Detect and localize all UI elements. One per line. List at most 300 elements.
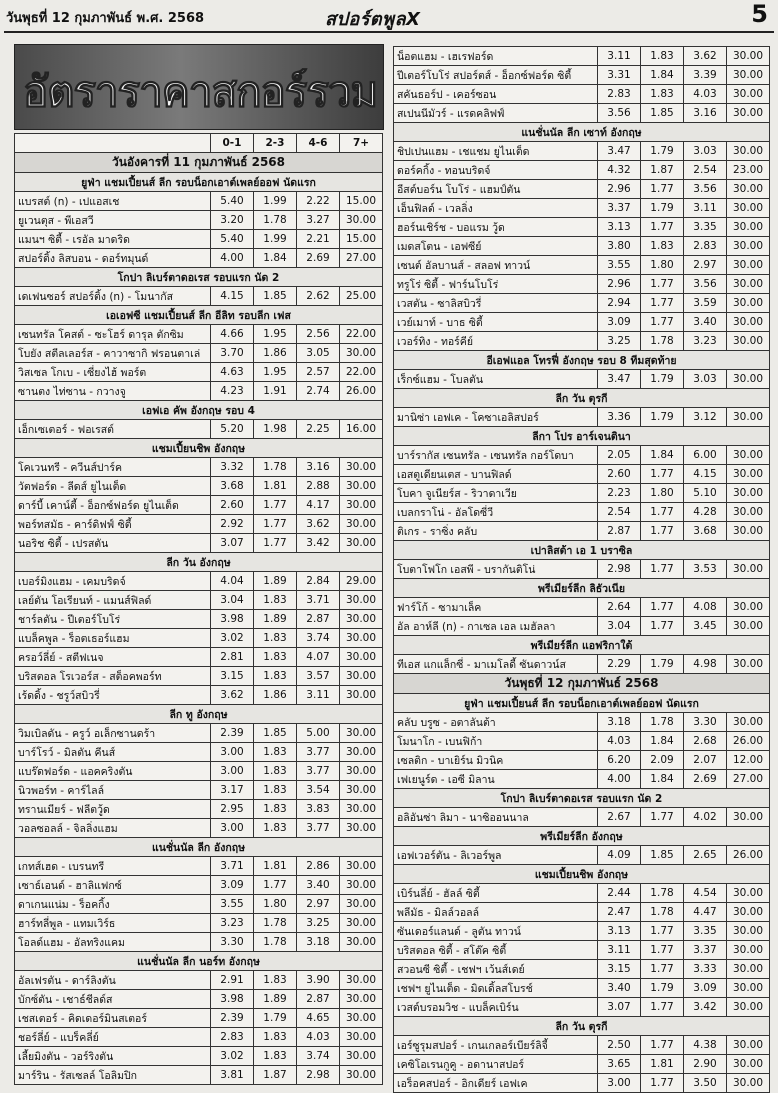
odds-value: 3.55 (211, 895, 254, 914)
match-row (394, 465, 770, 484)
match-row (15, 1028, 383, 1047)
match-row (394, 161, 770, 180)
match-name: เลย์ตัน โอเรียนท์ - แมนส์ฟิลด์ (15, 591, 211, 610)
odds-value: 1.77 (641, 275, 684, 294)
odds-value: 3.47 (598, 142, 641, 161)
odds-value: 30.00 (340, 629, 383, 648)
match-row (15, 819, 383, 838)
odds-value: 2.21 (297, 230, 340, 249)
odds-value: 30.00 (340, 496, 383, 515)
match-row (15, 249, 383, 268)
odds-value: 1.77 (641, 941, 684, 960)
odds-value: 4.63 (211, 363, 254, 382)
odds-value: 2.69 (684, 770, 727, 789)
odds-value: 1.77 (641, 1036, 684, 1055)
odds-value: 1.78 (254, 211, 297, 230)
odds-value: 3.07 (598, 998, 641, 1017)
match-name: นอริช ซิตี้ - เปรสตัน (15, 534, 211, 553)
odds-value: 30.00 (340, 800, 383, 819)
match-row (15, 1066, 383, 1085)
odds-value: 2.87 (598, 522, 641, 541)
match-name: เลี้ยมิงตัน - วอร์ริงตัน (15, 1047, 211, 1066)
odds-value: 30.00 (340, 819, 383, 838)
odds-value: 30.00 (340, 914, 383, 933)
match-row (394, 522, 770, 541)
odds-value: 1.89 (254, 610, 297, 629)
odds-table-right (393, 46, 770, 1093)
odds-value: 2.44 (598, 884, 641, 903)
match-row (394, 275, 770, 294)
odds-value: 30.00 (340, 743, 383, 762)
match-row (15, 477, 383, 496)
page-header (0, 0, 778, 30)
match-row (394, 713, 770, 732)
date-heading: วันพุธที่ 12 กุมภาพันธ์ 2568 (394, 674, 770, 694)
odds-value: 1.78 (641, 713, 684, 732)
match-name: ติเกร - ราซิ่ง คลับ (394, 522, 598, 541)
match-row (394, 408, 770, 427)
odds-value: 3.30 (684, 713, 727, 732)
league-heading: อีเอฟแอล โทรฟี่ อังกฤษ รอบ 8 ทีมสุดท้าย (394, 351, 770, 370)
odds-value: 3.40 (598, 979, 641, 998)
league-heading: แชมเปี้ยนชิพ อังกฤษ (15, 439, 383, 458)
odds-value: 4.00 (598, 770, 641, 789)
odds-value: 2.64 (598, 598, 641, 617)
odds-value: 4.03 (684, 85, 727, 104)
match-row (15, 743, 383, 762)
odds-value: 5.40 (211, 192, 254, 211)
odds-value: 1.77 (641, 180, 684, 199)
odds-value: 30.00 (727, 408, 770, 427)
odds-value: 3.02 (211, 1047, 254, 1066)
match-row (394, 808, 770, 827)
odds-value: 3.27 (297, 211, 340, 230)
match-row (15, 895, 383, 914)
odds-value: 2.67 (598, 808, 641, 827)
odds-value: 3.74 (297, 1047, 340, 1066)
odds-value: 2.62 (297, 287, 340, 306)
league-heading: ลีก ทู อังกฤษ (15, 705, 383, 724)
match-name: ฮาร์ทลี่พูล - แทมเวิร์ธ (15, 914, 211, 933)
match-name: ดาเกนแน่ม - ร็อคกิ้ง (15, 895, 211, 914)
match-row (394, 370, 770, 389)
odds-value: 3.16 (297, 458, 340, 477)
match-row (15, 325, 383, 344)
odds-value: 3.37 (598, 199, 641, 218)
odds-value: 30.00 (727, 713, 770, 732)
odds-value: 4.38 (684, 1036, 727, 1055)
league-heading-row (15, 838, 383, 857)
match-row (394, 484, 770, 503)
odds-value: 2.09 (641, 751, 684, 770)
odds-value: 23.00 (727, 161, 770, 180)
odds-value: 5.20 (211, 420, 254, 439)
odds-value: 30.00 (727, 1074, 770, 1093)
match-name: บาร์โรว์ - มิลตัน คีนส์ (15, 743, 211, 762)
match-name: แบร๊ดฟอร์ด - แอคคริงตัน (15, 762, 211, 781)
match-row (394, 941, 770, 960)
odds-value: 30.00 (727, 446, 770, 465)
odds-value: 3.25 (297, 914, 340, 933)
match-name: บริสตอล ซิตี้ - สโต๊ค ซิตี้ (394, 941, 598, 960)
odds-value: 1.85 (641, 104, 684, 123)
odds-value: 3.35 (684, 922, 727, 941)
match-row (394, 47, 770, 66)
league-heading-row (15, 401, 383, 420)
odds-value: 3.04 (598, 617, 641, 636)
match-name: อัล อาห์ลี (n) - กาเซล เอล เมฮัลลา (394, 617, 598, 636)
odds-value: 1.84 (641, 66, 684, 85)
odds-value: 1.99 (254, 192, 297, 211)
match-row (394, 903, 770, 922)
match-name: โบยัง สตีลเลอร์ส - คาวาซากิ ฟรอนตาเล่ (15, 344, 211, 363)
odds-value: 3.83 (297, 800, 340, 819)
odds-value: 30.00 (727, 465, 770, 484)
odds-value: 3.45 (684, 617, 727, 636)
odds-value: 2.25 (297, 420, 340, 439)
match-row (15, 990, 383, 1009)
match-name: วอลซอลล์ - จิลลิ่งแฮม (15, 819, 211, 838)
match-name: สเปนนีมัวร์ - แรดคลิฟฟ์ (394, 104, 598, 123)
match-name: เบิร์นลี่ย์ - ฮัลล์ ซิตี้ (394, 884, 598, 903)
odds-value: 1.77 (641, 522, 684, 541)
odds-value: 4.66 (211, 325, 254, 344)
odds-value: 1.77 (641, 218, 684, 237)
match-name: นิวพอร์ท - คาร์ไลล์ (15, 781, 211, 800)
odds-value: 2.69 (297, 249, 340, 268)
league-heading: ยูฟ่า แชมเปี้ยนส์ ลีก รอบน็อกเอาต์เพลย์ออฟ นัดแรก (15, 173, 383, 192)
odds-value: 2.83 (684, 237, 727, 256)
league-heading-row (394, 694, 770, 713)
odds-value: 2.56 (297, 325, 340, 344)
odds-value: 30.00 (340, 1047, 383, 1066)
match-row (394, 998, 770, 1017)
match-name: เอสตูเดียนเตส - บานฟิลด์ (394, 465, 598, 484)
odds-value: 1.83 (254, 1028, 297, 1047)
odds-value: 30.00 (340, 857, 383, 876)
odds-value: 1.81 (254, 477, 297, 496)
match-name: ดาร์บี้ เคาน์ตี้ - อ็อกซ์ฟอร์ด ยูไนเต็ด (15, 496, 211, 515)
match-name: เอร็อคสปอร์ - อิกเดียร์ เอฟเค (394, 1074, 598, 1093)
odds-value: 2.96 (598, 275, 641, 294)
match-row (394, 142, 770, 161)
odds-value: 30.00 (727, 85, 770, 104)
match-name: พอร์ทสมัธ - คาร์ดิฟฟ์ ซิตี้ (15, 515, 211, 534)
league-heading-row (394, 827, 770, 846)
league-heading: แชมเปี้ยนชิพ อังกฤษ (394, 865, 770, 884)
match-row (394, 751, 770, 770)
odds-value: 1.77 (254, 496, 297, 515)
column-header: 4-6 (297, 134, 340, 153)
league-heading-row (394, 579, 770, 598)
odds-value: 1.83 (254, 819, 297, 838)
odds-value: 3.77 (297, 743, 340, 762)
odds-value: 30.00 (340, 1066, 383, 1085)
odds-value: 4.04 (211, 572, 254, 591)
odds-value: 12.00 (727, 751, 770, 770)
match-name: ดอร์คกิ้ง - ทอนบริดจ์ (394, 161, 598, 180)
odds-value: 30.00 (727, 503, 770, 522)
match-row (15, 781, 383, 800)
odds-value: 27.00 (727, 770, 770, 789)
odds-value: 3.71 (211, 857, 254, 876)
odds-value: 3.77 (297, 819, 340, 838)
odds-value: 1.79 (641, 199, 684, 218)
match-name: สปอร์ติ้ง ลิสบอน - ดอร์ทมุนด์ (15, 249, 211, 268)
league-heading-row (394, 389, 770, 408)
match-row (394, 85, 770, 104)
odds-value: 4.28 (684, 503, 727, 522)
match-row (394, 237, 770, 256)
match-name: โคเวนทรี - ควีนส์ปาร์ค (15, 458, 211, 477)
odds-value: 3.00 (211, 743, 254, 762)
odds-value: 3.15 (211, 667, 254, 686)
odds-value: 1.77 (641, 617, 684, 636)
odds-value: 3.05 (297, 344, 340, 363)
odds-value: 1.79 (254, 1009, 297, 1028)
odds-value: 1.80 (641, 256, 684, 275)
league-heading: พรีเมียร์ลีก ลิธัวเนีย (394, 579, 770, 598)
league-heading-row (394, 123, 770, 142)
match-row (394, 218, 770, 237)
odds-value: 2.84 (297, 572, 340, 591)
odds-value: 1.77 (254, 534, 297, 553)
odds-value: 1.78 (254, 933, 297, 952)
match-row (15, 629, 383, 648)
odds-table-left (14, 133, 383, 1085)
match-row (394, 294, 770, 313)
match-name: ทีเอส แกแล็กซี่ - มาเมโลดี้ ซันดาวน์ส (394, 655, 598, 674)
match-name: โบตาโฟโก เอสพี - บรากันติโน่ (394, 560, 598, 579)
odds-value: 4.98 (684, 655, 727, 674)
odds-value: 3.30 (211, 933, 254, 952)
odds-value: 3.74 (297, 629, 340, 648)
odds-value: 3.50 (684, 1074, 727, 1093)
odds-value: 1.81 (254, 857, 297, 876)
odds-value: 3.37 (684, 941, 727, 960)
match-name: เดเฟนซอร์ สปอร์ติ้ง (n) - โมนากัส (15, 287, 211, 306)
odds-value: 30.00 (727, 560, 770, 579)
odds-value: 30.00 (727, 47, 770, 66)
odds-value: 30.00 (727, 979, 770, 998)
match-name: มานิซ่า เอฟเค - โคซาเอลิสปอร์ (394, 408, 598, 427)
match-row (15, 496, 383, 515)
odds-value: 1.83 (254, 648, 297, 667)
match-row (394, 922, 770, 941)
odds-value: 3.15 (598, 960, 641, 979)
odds-value: 3.68 (684, 522, 727, 541)
odds-value: 3.07 (211, 534, 254, 553)
odds-value: 3.68 (211, 477, 254, 496)
match-row (15, 667, 383, 686)
match-name: เอ็นฟิลด์ - เวลลิ่ง (394, 199, 598, 218)
odds-value: 4.17 (297, 496, 340, 515)
odds-value: 1.83 (641, 237, 684, 256)
odds-value: 2.60 (211, 496, 254, 515)
odds-value: 3.59 (684, 294, 727, 313)
match-name: พลีมัธ - มิลล์วอลล์ (394, 903, 598, 922)
odds-value: 2.92 (211, 515, 254, 534)
match-name: โมนาโก - เบนฟิก้า (394, 732, 598, 751)
odds-value: 30.00 (340, 477, 383, 496)
odds-value: 1.77 (641, 560, 684, 579)
league-heading-row (15, 705, 383, 724)
odds-value: 16.00 (340, 420, 383, 439)
odds-value: 30.00 (727, 1036, 770, 1055)
league-heading: พรีเมียร์ลีก อังกฤษ (394, 827, 770, 846)
odds-value: 3.00 (211, 762, 254, 781)
odds-value: 30.00 (340, 648, 383, 667)
odds-value: 4.08 (684, 598, 727, 617)
odds-value: 1.85 (641, 846, 684, 865)
league-heading-row (394, 351, 770, 370)
odds-value: 3.09 (598, 313, 641, 332)
odds-value: 3.16 (684, 104, 727, 123)
match-name: แมนฯ ซิตี้ - เรอัล มาดริด (15, 230, 211, 249)
match-name: โอลด์แฮม - อัลทริงแคม (15, 933, 211, 952)
league-heading-row (15, 173, 383, 192)
date-heading-row (15, 153, 383, 173)
odds-value: 2.47 (598, 903, 641, 922)
match-row (15, 857, 383, 876)
odds-value: 26.00 (727, 732, 770, 751)
odds-value: 30.00 (727, 998, 770, 1017)
odds-value: 30.00 (727, 484, 770, 503)
odds-value: 1.78 (641, 332, 684, 351)
column-header: 7+ (340, 134, 383, 153)
odds-value: 1.78 (641, 903, 684, 922)
match-name: ทรูโร่ ซิตี้ - ฟาร์นโบโร่ (394, 275, 598, 294)
match-row (394, 104, 770, 123)
odds-value: 30.00 (727, 808, 770, 827)
odds-value: 3.00 (211, 819, 254, 838)
odds-value: 1.79 (641, 370, 684, 389)
odds-value: 3.11 (684, 199, 727, 218)
odds-value: 1.77 (641, 313, 684, 332)
league-heading: แนชั่นนัล ลีก เซาท์ อังกฤษ (394, 123, 770, 142)
odds-value: 2.91 (211, 971, 254, 990)
odds-value: 1.77 (641, 808, 684, 827)
league-heading-row (394, 865, 770, 884)
odds-value: 1.98 (254, 420, 297, 439)
odds-value: 3.39 (684, 66, 727, 85)
odds-value: 1.77 (641, 922, 684, 941)
odds-value: 30.00 (727, 180, 770, 199)
match-name: ชิปเปนแฮม - เชแชม ยูไนเต็ด (394, 142, 598, 161)
odds-value: 1.77 (641, 503, 684, 522)
odds-value: 30.00 (340, 933, 383, 952)
match-row (15, 800, 383, 819)
match-row (15, 933, 383, 952)
odds-value: 1.83 (254, 667, 297, 686)
odds-value: 30.00 (340, 344, 383, 363)
match-row (15, 762, 383, 781)
league-heading: โกปา ลิเบร์ตาดอเรส รอบแรก นัด 2 (394, 789, 770, 808)
odds-value: 4.02 (684, 808, 727, 827)
match-name: ซันเดอร์แลนด์ - ลูตัน ทาวน์ (394, 922, 598, 941)
match-row (394, 503, 770, 522)
odds-value: 3.40 (297, 876, 340, 895)
odds-value: 2.90 (684, 1055, 727, 1074)
newspaper-logo: สปอร์ตพูลX (325, 9, 421, 30)
match-name: อัลเฟรตัน - ดาร์ลิงตัน (15, 971, 211, 990)
odds-value: 3.36 (598, 408, 641, 427)
odds-value: 3.02 (211, 629, 254, 648)
odds-value: 4.15 (684, 465, 727, 484)
match-row (394, 66, 770, 85)
odds-value: 30.00 (727, 142, 770, 161)
odds-value: 4.47 (684, 903, 727, 922)
odds-value: 2.65 (684, 846, 727, 865)
match-name: ยูเวนตุส - พีเอสวี (15, 211, 211, 230)
odds-value: 30.00 (340, 762, 383, 781)
odds-value: 3.62 (297, 515, 340, 534)
match-row (15, 610, 383, 629)
odds-value: 2.98 (297, 1066, 340, 1085)
odds-value: 30.00 (340, 515, 383, 534)
odds-value: 3.98 (211, 610, 254, 629)
odds-value: 1.77 (254, 876, 297, 895)
odds-value: 2.96 (598, 180, 641, 199)
odds-value: 1.77 (641, 960, 684, 979)
odds-value: 30.00 (727, 199, 770, 218)
odds-value: 3.18 (598, 713, 641, 732)
odds-value: 30.00 (727, 522, 770, 541)
issue-date: วันพุธที่ 12 กุมภาพันธ์ พ.ศ. 2568 (6, 11, 205, 26)
column-header-row (15, 134, 383, 153)
match-row (15, 192, 383, 211)
odds-value: 2.83 (598, 85, 641, 104)
odds-value: 3.65 (598, 1055, 641, 1074)
match-name: เอฟเวอร์ตัน - ลิเวอร์พูล (394, 846, 598, 865)
odds-value: 3.20 (211, 211, 254, 230)
match-row (15, 1047, 383, 1066)
odds-value: 2.39 (211, 1009, 254, 1028)
odds-value: 1.83 (254, 591, 297, 610)
odds-value: 3.09 (211, 876, 254, 895)
league-heading-row (394, 427, 770, 446)
odds-value: 3.90 (297, 971, 340, 990)
odds-value: 30.00 (340, 876, 383, 895)
league-heading: แนชั่นนัล ลีก อังกฤษ (15, 838, 383, 857)
odds-value: 3.53 (684, 560, 727, 579)
match-name: เอร์ซูรุมสปอร์ - เกนเกลอร์เบียร์ลิจี้ (394, 1036, 598, 1055)
odds-value: 3.25 (598, 332, 641, 351)
odds-value: 1.79 (641, 655, 684, 674)
odds-value: 30.00 (727, 884, 770, 903)
match-row (394, 884, 770, 903)
odds-value: 26.00 (727, 846, 770, 865)
odds-value: 1.91 (254, 382, 297, 401)
odds-value: 1.84 (641, 770, 684, 789)
league-heading-row (394, 1017, 770, 1036)
odds-value: 26.00 (340, 382, 383, 401)
match-name: เวสต์บรอมวิช - แบล็คเบิร์น (394, 998, 598, 1017)
odds-value: 2.87 (297, 610, 340, 629)
match-name: เกทส์เฮด - เบรนทรี (15, 857, 211, 876)
match-name: บริสตอล โรเวอร์ส - สต็อคพอร์ท (15, 667, 211, 686)
match-row (15, 515, 383, 534)
odds-value: 1.89 (254, 572, 297, 591)
odds-value: 2.68 (684, 732, 727, 751)
odds-value: 2.87 (297, 990, 340, 1009)
odds-value: 2.54 (684, 161, 727, 180)
odds-value: 1.86 (254, 344, 297, 363)
match-name: เวย์เมาท์ - บาธ ซิตี้ (394, 313, 598, 332)
odds-value: 15.00 (340, 230, 383, 249)
date-heading: วันอังคารที่ 11 กุมภาพันธ์ 2568 (15, 153, 383, 173)
odds-value: 1.83 (254, 629, 297, 648)
